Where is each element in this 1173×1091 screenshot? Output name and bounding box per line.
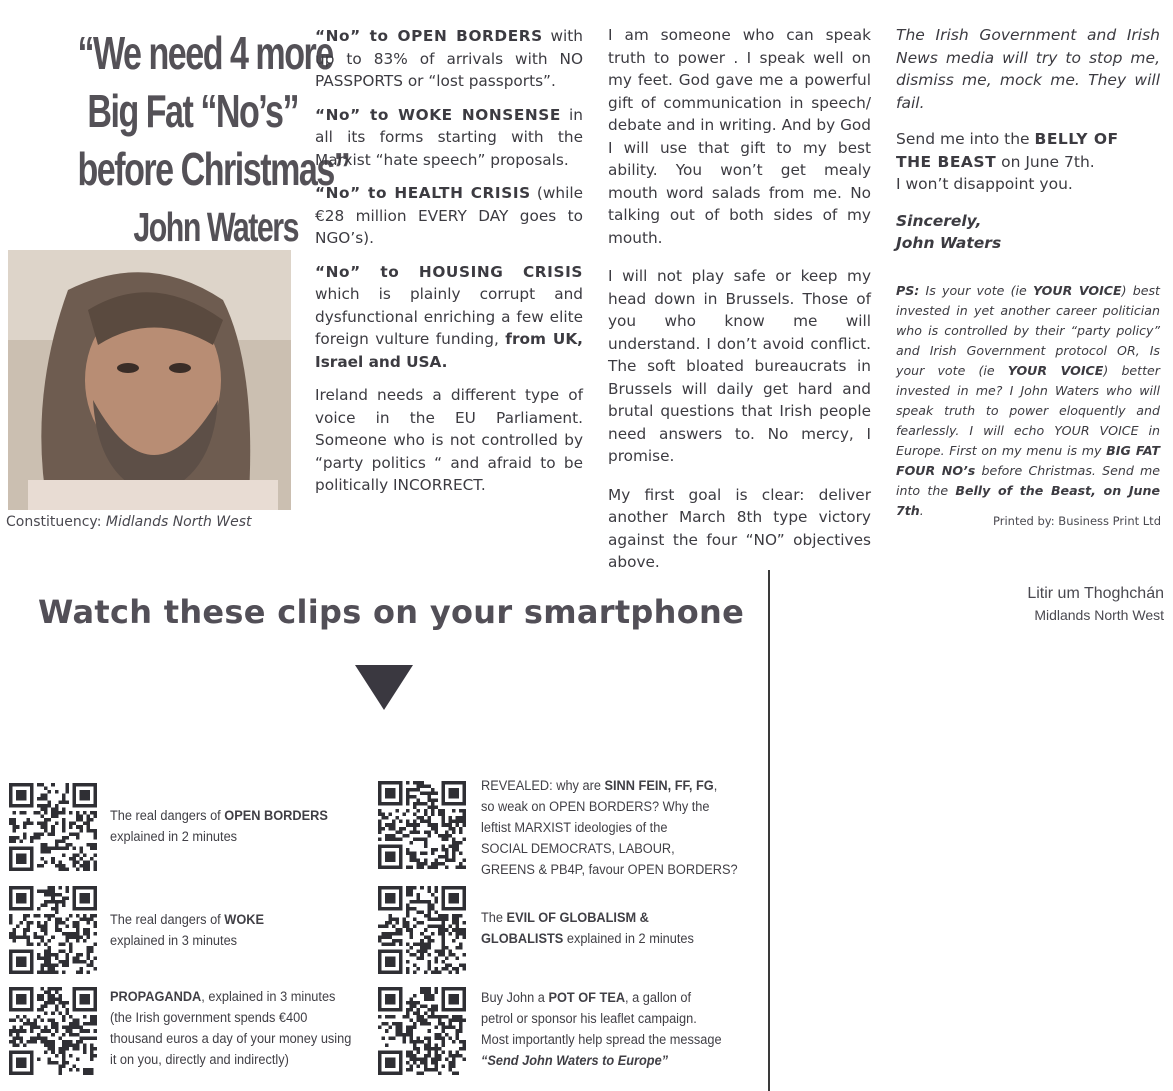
headline-line-2: Big Fat “No’s” — [87, 85, 298, 137]
constituency — [6, 514, 252, 530]
ps-text-d: ) best invested in yet another career politician who is controlled by their “party policy” and Irish Government protocol OR, Is your vote (ie — [896, 282, 1160, 378]
text-woke: in all its forms starting with the Marxist “hate speech” proposals. — [315, 105, 584, 169]
ps-text-f: ) better invested in me? I John Waters who will speak truth to power eloquently and fearlessly. I will echo YOUR VOICE in Europe. First on my menu is my — [896, 362, 1160, 458]
clip-4-text-b: SINN FEIN, FF, FG — [604, 778, 714, 794]
clip-5-text-c: GLOBALISTS — [481, 931, 564, 947]
printed-by: Printed by: Business Print Ltd — [993, 514, 1161, 528]
signature-sincerely: Sincerely, — [896, 211, 982, 230]
clip-6-text-a: Buy John a — [481, 990, 549, 1006]
clip-4-text-c: , — [713, 778, 718, 794]
clip-3-text-b: , explained in 3 minutes — [201, 989, 336, 1005]
qr-code-icon[interactable] — [378, 886, 466, 974]
constituency-value: Midlands North West — [105, 514, 252, 530]
clip-woke — [110, 910, 362, 952]
address-block — [1027, 583, 1164, 625]
paragraph-ireland-needs: Ireland needs a different type of voice in the EU Parliament. Someone who is not controlled by “party politics “ and afraid to be politically INCORRECT. — [315, 386, 583, 494]
clip-open-borders — [110, 806, 362, 848]
ps-text-h: before Christmas. Send me into the — [896, 462, 1160, 498]
ps-text-e: YOUR VOICE — [1007, 362, 1104, 378]
qr-code-icon[interactable] — [378, 987, 466, 1075]
ps-text-g: BIG FAT FOUR NO’s — [896, 442, 1160, 478]
portrait-illustration — [8, 250, 291, 510]
paragraph-belly — [896, 128, 1160, 196]
paragraph-open-borders — [315, 25, 583, 93]
belly-text-b: BELLY OF THE BEAST — [896, 130, 1119, 171]
clip-4-text-g: GREENS & PB4P, favour OPEN BORDERS? — [481, 862, 738, 878]
label-health: “No” to HEALTH CRISIS — [315, 184, 531, 202]
headline-line-1: “We need 4 more — [77, 27, 333, 79]
clip-1-text-a: The real dangers of — [110, 808, 225, 824]
down-triangle-icon — [355, 665, 413, 710]
clip-3-text-c: (the Irish government spends €400 — [110, 1010, 308, 1026]
clip-propaganda — [110, 987, 371, 1071]
column-closing — [896, 24, 1160, 521]
clip-4-text-f: SOCIAL DEMOCRATS, LABOUR, — [481, 841, 675, 857]
portrait-photo — [8, 250, 291, 510]
belly-text-c: on June 7th. — [996, 152, 1095, 171]
paragraph-health — [315, 182, 583, 250]
clip-1-text-c: explained in 2 minutes — [110, 829, 238, 845]
paragraph-speak-truth: I am someone who can speak truth to power . I speak well on my feet. God gave me a powerful gift of communication in speech/ debate and in writing. And by God I will use that gift to my best ability. You won’t get mealy mouth word salads from me. No talking out of both sides of my mouth. — [608, 26, 871, 247]
clip-6-text-d: petrol or sponsor his leaflet campaign. — [481, 1011, 697, 1027]
qr-code-icon[interactable] — [378, 781, 466, 869]
clip-2-text-c: explained in 3 minutes — [110, 933, 238, 949]
paragraph-government: The Irish Government and Irish News media will try to stop me, dismiss me, mock me. They will fail. — [896, 26, 1160, 112]
headline — [77, 24, 350, 256]
headline-line-3: before Christmas” — [77, 143, 350, 195]
column-speak-truth — [608, 24, 871, 590]
clip-3-text-a: PROPAGANDA — [110, 989, 202, 1005]
label-housing: “No” to HOUSING CRISIS — [315, 262, 583, 281]
label-woke: “No” to WOKE NONSENSE — [315, 105, 561, 124]
watch-title: Watch these clips on your smartphone — [38, 593, 745, 631]
qr-code-icon[interactable] — [9, 987, 97, 1075]
clip-2-text-a: The real dangers of — [110, 912, 225, 928]
clip-globalism — [481, 908, 733, 950]
ps-text-b: Is your vote (ie — [919, 282, 1033, 298]
clip-6-text-e: Most importantly help spread the message — [481, 1032, 722, 1048]
clip-4-text-a: REVEALED: why are — [481, 778, 605, 794]
signature-name: John Waters — [896, 234, 1002, 252]
text-open-borders: with up to 83% of arrivals with NO PASSPORTS or “lost passports”. — [315, 27, 583, 90]
fold-divider — [768, 570, 770, 1091]
ps-text-j: . — [919, 502, 924, 518]
signature — [896, 210, 1160, 255]
clip-1-text-b: OPEN BORDERS — [224, 808, 328, 824]
headline-name: John Waters — [133, 204, 298, 250]
postscript — [896, 281, 1160, 521]
clip-5-text-d: explained in 2 minutes — [563, 931, 694, 947]
clip-2-text-b: WOKE — [224, 912, 265, 928]
clip-4-text-d: so weak on OPEN BORDERS? Why the — [481, 799, 710, 815]
clip-3-text-d: thousand euros a day of your money using — [110, 1031, 352, 1047]
text-health: (while €28 million EVERY DAY goes to NGO’s). — [315, 184, 583, 247]
clip-6-text-b: POT OF TEA — [548, 990, 626, 1006]
ps-text-i: Belly of the Beast, on June 7th — [896, 482, 1160, 518]
label-open-borders: “No” to OPEN BORDERS — [315, 27, 543, 45]
text-housing: which is plainly corrupt and dysfunctional enriching a few elite foreign vulture funding, — [315, 285, 583, 348]
clip-5-text-a: The — [481, 910, 507, 926]
qr-code-icon[interactable] — [9, 886, 97, 974]
ps-text-c: YOUR VOICE — [1032, 282, 1122, 298]
clip-6-text-f: “Send John Waters to Europe” — [481, 1053, 669, 1069]
qr-code-icon[interactable] — [9, 783, 97, 871]
text-housing-countries: from UK, Israel and USA. — [315, 330, 583, 371]
clip-4-text-e: leftist MARXIST ideologies of the — [481, 820, 668, 836]
ps-label: PS: — [896, 282, 920, 298]
paragraph-woke — [315, 104, 583, 172]
clip-6-text-c: , a gallon of — [625, 990, 692, 1006]
clip-pot-of-tea — [481, 988, 742, 1072]
paragraph-first-goal: My first goal is clear: deliver another March 8th type victory against the four “NO” objectives above. — [608, 485, 871, 571]
column-no-objectives — [315, 25, 583, 508]
belly-text-d: I won’t disappoint you. — [896, 175, 1073, 193]
paragraph-brussels: I will not play safe or keep my head down in Brussels. Those of you who know me will understand. I don’t avoid conflict. The soft bloated bureaucrats in Brussels will daily get hard and brutal questions that Irish people need answers to. No mercy, I promise. — [608, 267, 871, 465]
clip-3-text-e: it on you, directly and indirectly) — [110, 1052, 289, 1068]
paragraph-housing — [315, 261, 583, 374]
belly-text-a: Send me into the — [896, 130, 1035, 148]
address-line-1: Litir um Thoghchán — [1027, 585, 1164, 602]
clip-5-text-b: EVIL OF GLOBALISM & — [506, 910, 649, 926]
address-line-2: Midlands North West — [1034, 607, 1164, 623]
clip-revealed — [481, 776, 751, 881]
constituency-label: Constituency: — [6, 514, 102, 530]
